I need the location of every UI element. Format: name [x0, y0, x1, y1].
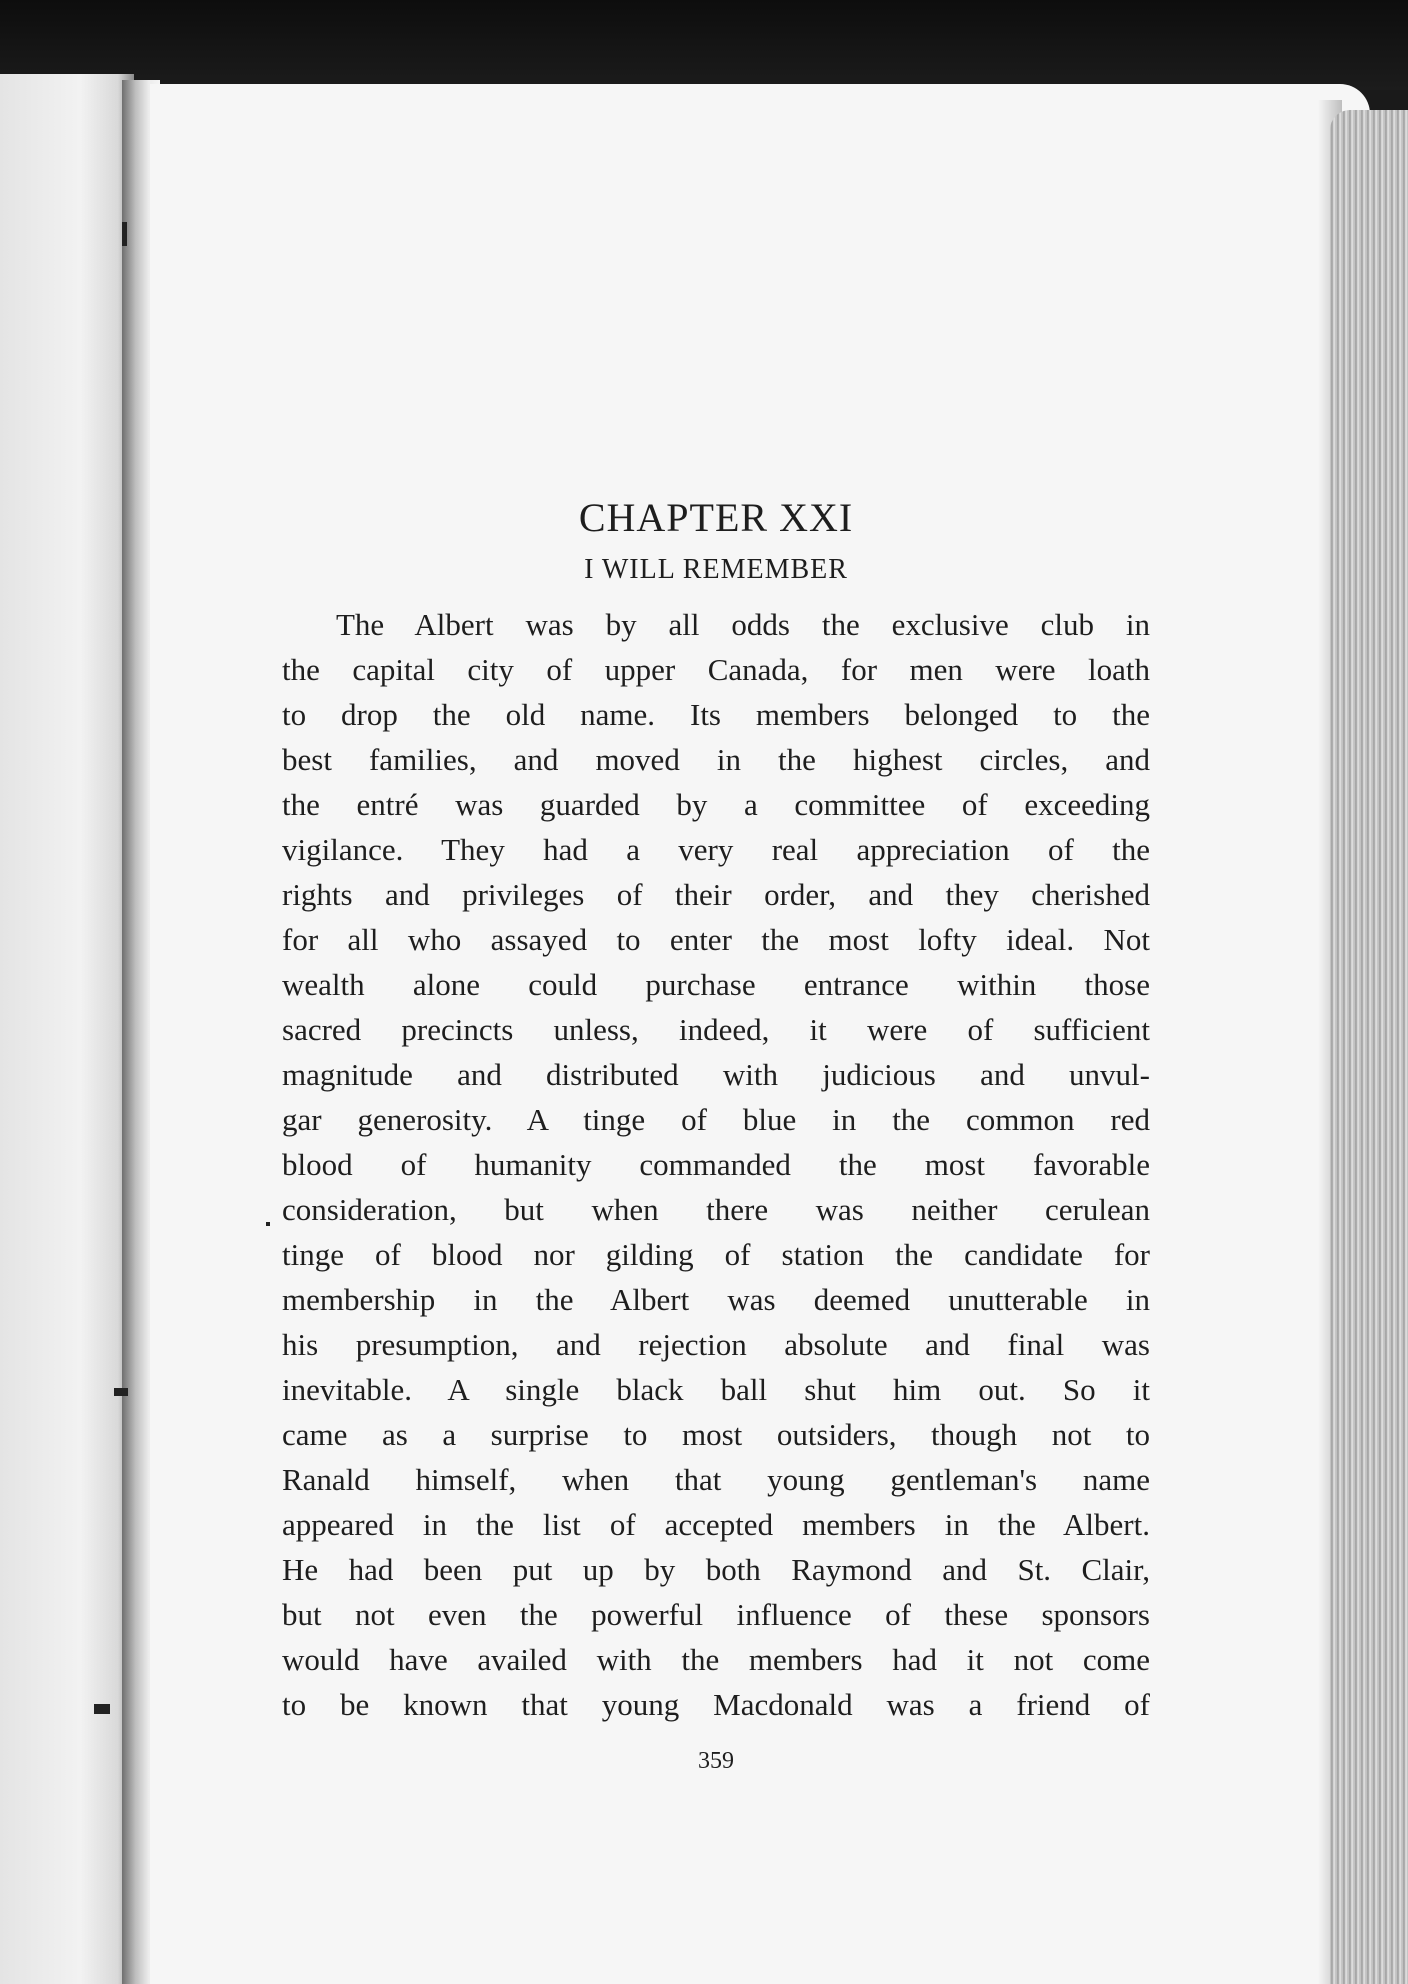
- text-line: appeared in the list of accepted members in the Albert.: [282, 1507, 1150, 1542]
- text-line: the capital city of upper Canada, for men were loath: [282, 652, 1150, 687]
- page-stack-edge: [1330, 110, 1408, 1984]
- gutter-mark: [114, 1388, 128, 1396]
- gutter-mark: [122, 222, 127, 246]
- text-line: his presumption, and rejection absolute and final was: [282, 1327, 1150, 1362]
- gutter-mark: [94, 1704, 110, 1714]
- page-content: [282, 492, 1150, 1779]
- text-line: best families, and moved in the highest circles, and: [282, 742, 1150, 777]
- text-line: rights and privileges of their order, and they cherished: [282, 877, 1150, 912]
- margin-dot: [266, 1222, 270, 1226]
- chapter-title: CHAPTER XXI: [578, 495, 854, 540]
- text-line: to drop the old name. Its members belonged to the: [282, 697, 1150, 732]
- text-line: consideration, but when there was neither cerulean: [282, 1192, 1150, 1227]
- text-line: inevitable. A single black ball shut him out. So it: [282, 1372, 1150, 1407]
- text-line: blood of humanity commanded the most favorable: [282, 1147, 1150, 1182]
- body-text: [282, 602, 1150, 1727]
- text-line: would have availed with the members had it not come: [282, 1642, 1150, 1677]
- text-line: tinge of blood nor gilding of station the candidate for: [282, 1237, 1150, 1272]
- page-number: 359: [698, 1748, 734, 1774]
- scan-top-shadow: [0, 0, 1408, 90]
- text-line: for all who assayed to enter the most lofty ideal. Not: [282, 922, 1150, 957]
- text-line: the entré was guarded by a committee of exceeding: [282, 787, 1150, 822]
- text-line: gar generosity. A tinge of blue in the common red: [282, 1102, 1150, 1137]
- text-line: The Albert was by all odds the exclusive club in: [336, 607, 1150, 642]
- text-line: came as a surprise to most outsiders, though not to: [282, 1417, 1150, 1452]
- text-line: Ranald himself, when that young gentleman's name: [282, 1462, 1150, 1497]
- text-line: vigilance. They had a very real appreciation of the: [282, 832, 1150, 867]
- text-line: but not even the powerful influence of these sponsors: [282, 1597, 1150, 1632]
- text-line: He had been put up by both Raymond and St. Clair,: [282, 1552, 1150, 1587]
- left-page-edge: [0, 74, 134, 1984]
- text-line: to be known that young Macdonald was a friend of: [282, 1687, 1150, 1722]
- text-line: sacred precincts unless, indeed, it were of sufficient: [282, 1012, 1150, 1047]
- text-line: wealth alone could purchase entrance within those: [282, 967, 1150, 1002]
- text-line: magnitude and distributed with judicious and unvul-: [282, 1057, 1150, 1092]
- chapter-subtitle: I WILL REMEMBER: [584, 554, 848, 585]
- text-line: membership in the Albert was deemed unutterable in: [282, 1282, 1150, 1317]
